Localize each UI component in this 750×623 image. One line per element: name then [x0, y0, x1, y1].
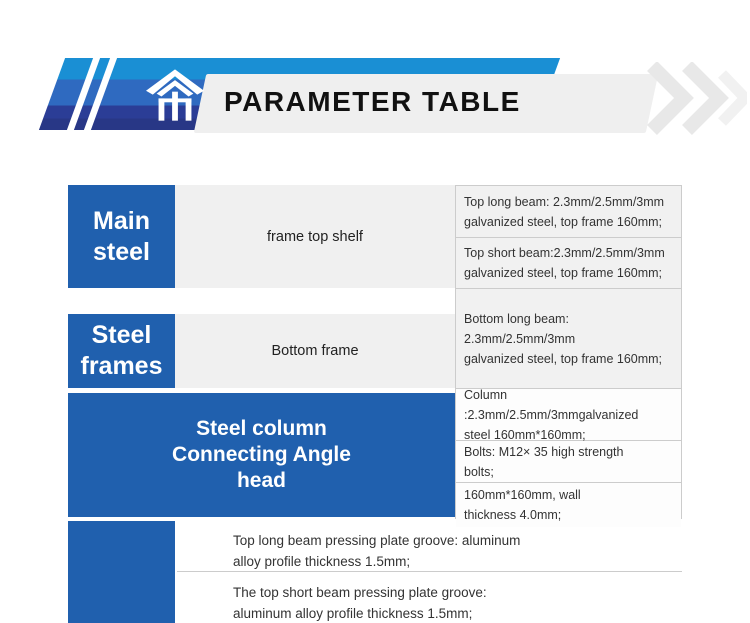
- category-cell-steel-frames: Steel frames: [68, 314, 175, 388]
- row-divider: [177, 571, 682, 572]
- spec-column: [455, 185, 682, 522]
- item-cell-bottom-frame: Bottom frame: [175, 314, 455, 388]
- wide-spec-top-short-beam-groove: The top short beam pressing plate groove: aluminum alloy profile thickness 1.5mm;: [233, 582, 487, 623]
- category-cell-bottom-blank: [68, 521, 175, 623]
- spec-cell-bolts: Bolts: M12× 35 high strength bolts;: [456, 441, 681, 483]
- wide-spec-top-long-beam-groove: Top long beam pressing plate groove: aluminum alloy profile thickness 1.5mm;: [233, 530, 520, 572]
- spec-cell-wall-thickness: 160mm*160mm, wall thickness 4.0mm;: [456, 483, 681, 527]
- spec-cell-column: Column :2.3mm/2.5mm/3mmgalvanized steel 160mm*160mm;: [456, 389, 681, 441]
- company-logo-icon: [146, 69, 204, 124]
- spec-cell-top-long-beam: Top long beam: 2.3mm/2.5mm/3mm galvanized steel, top frame 160mm;: [456, 186, 681, 238]
- spec-cell-bottom-long-beam: Bottom long beam: 2.3mm/2.5mm/3mm galvanized steel, top frame 160mm;: [456, 289, 681, 389]
- page-title: PARAMETER TABLE: [224, 86, 521, 117]
- chevron-right-icon: [642, 62, 747, 136]
- item-cell-frame-top-shelf: frame top shelf: [175, 185, 455, 288]
- category-cell-steel-column-connecting-angle-head: Steel column Connecting Angle head: [68, 393, 455, 517]
- category-cell-main-steel: Main steel: [68, 185, 175, 288]
- spec-cell-top-short-beam: Top short beam:2.3mm/2.5mm/3mm galvanized steel, top frame 160mm;: [456, 238, 681, 289]
